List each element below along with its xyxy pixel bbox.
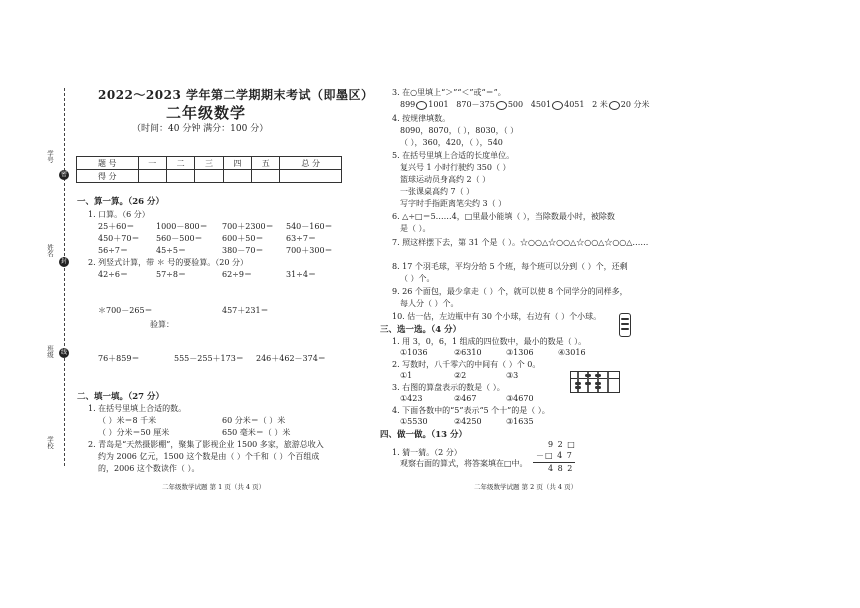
score-table (76, 156, 342, 183)
score-header-4: 四 (223, 157, 251, 170)
choice-option: ①5530 (400, 417, 428, 426)
choice-option: ③1306 (506, 348, 534, 357)
binding-line (64, 88, 65, 466)
q5-item: 篮球运动员身高约 2（ ） (400, 175, 491, 184)
choice-q4: 4. 下面各数中的“5”表示“5 个十”的是（ ）。 (392, 406, 550, 415)
q4-line1: 8090，8070，（ ），8030，（ ） (400, 126, 519, 135)
compare-left: 4501 (530, 100, 552, 109)
compare-circle[interactable] (496, 101, 507, 110)
seal-mark-3: 线 (60, 349, 67, 356)
q8-line2: （ ）个。 (400, 274, 435, 283)
fill-item: （ ）米＝8 千米 (98, 416, 157, 425)
q9-line2: 每人分（ ）个。 (400, 299, 459, 308)
compare-left: 2 米 (592, 100, 608, 109)
puzzle-line-2: －□ 4 7 (536, 451, 573, 460)
section-2-title: 二、填一填。（27 分） (77, 392, 165, 402)
page-2-footer: 二年级数学试题 第 2 页（共 4 页） (474, 483, 578, 491)
compare-right: 4051 (564, 100, 585, 109)
fill-item: （ ）分米＝50 厘米 (98, 428, 170, 437)
choice-option: ③1635 (506, 417, 534, 426)
compare-circle[interactable] (609, 101, 620, 110)
compare-circle[interactable] (416, 101, 427, 110)
seal-mark-1: 密 (60, 171, 67, 178)
puzzle-line-3: 4 8 2 (548, 464, 574, 473)
choice-option: ②467 (454, 394, 477, 403)
score-cell[interactable] (195, 170, 223, 183)
oral-item: 1000－800＝ (156, 222, 208, 231)
choice-q1: 1. 用 3，0，6，1 组成的四位数中，最小的数是（ ）。 (392, 337, 587, 346)
choice-option: ②2 (454, 371, 467, 380)
q3-compare-row (400, 100, 649, 110)
q4-title: 4. 按规律填数。 (392, 114, 451, 123)
score-header-3: 三 (195, 157, 223, 170)
vertical-calc-item: 62÷9＝ (222, 270, 252, 279)
oral-item: 56÷7＝ (98, 246, 128, 255)
oral-item: 63÷7＝ (286, 234, 316, 243)
oral-item: 45÷5＝ (156, 246, 186, 255)
seal-mark-2: 封 (60, 258, 67, 265)
oral-item: 700＋300＝ (286, 246, 333, 255)
q6-line1: 6. △÷□＝5……4，□里最小能填（ ），当除数最小时，被除数 (392, 212, 615, 221)
q5-title: 5. 在括号里填上合适的长度单位。 (392, 151, 515, 160)
score-row-label: 得 分 (77, 170, 139, 183)
choice-q3: 3. 右图的算盘表示的数是（ ）。 (392, 383, 505, 392)
q1-title: 1. 口算。（6 分） (88, 210, 150, 219)
margin-label-student-id: 学号 (46, 150, 54, 163)
vertical-calc-item: 31÷4＝ (286, 270, 316, 279)
choice-option: ①1036 (400, 348, 428, 357)
section-4-title: 四、做一做。（13 分） (380, 430, 468, 440)
fill-q2-line2: 约为 2006 亿元，1500 这个数是由（ ）个千和（ ）个百组成 (98, 452, 320, 461)
choice-option: ②6310 (454, 348, 482, 357)
score-cell[interactable] (223, 170, 251, 183)
q7: 7. 照这样摆下去，第 31 个是（ ）。☆○○△☆○○△☆○○△☆○○△…… (392, 238, 649, 247)
vertical-calc-item: 457＋231＝ (222, 306, 269, 315)
choice-option: ③3 (506, 371, 519, 380)
oral-item: 25＋60＝ (98, 222, 135, 231)
q10: 10. 估一估，左边瓶中有 30 个小球，右边有（ ）个小球。 (392, 312, 602, 321)
compare-right: 20 分米 (620, 100, 650, 109)
exam-info: （时间：40 分钟 满分：100 分） (132, 124, 269, 134)
fill-q2-line3: 的，2006 这个数读作（ ）。 (98, 464, 200, 473)
choice-q2: 2. 写数时，八千零六的中间有（ ）个 0。 (392, 360, 541, 369)
score-header-2: 二 (166, 157, 194, 170)
score-cell[interactable] (252, 170, 280, 183)
compare-circle[interactable] (552, 101, 563, 110)
oral-item: 380－70＝ (222, 246, 264, 255)
bottle-icon (619, 313, 631, 337)
choice-option: ③4670 (506, 394, 534, 403)
q6-line2: 是（ ）。 (400, 224, 431, 233)
vertical-calc-item: 57÷8＝ (156, 270, 186, 279)
q9-line1: 9. 26 个面包，最少拿走（ ）个，就可以使 8 个同学分的同样多， (392, 287, 628, 296)
choice-option: ④3016 (558, 348, 586, 357)
vertical-calc-item: ＊700－265＝ (98, 306, 153, 315)
compare-left: 899 (400, 100, 416, 109)
vertical-calc-item: 76＋859＝ (98, 354, 140, 363)
puzzle-rule (533, 462, 575, 463)
score-cell[interactable] (280, 170, 342, 183)
compare-left: 870－375 (456, 100, 495, 109)
q3-title: 3. 在○里填上“＞”“＜”或“＝”。 (392, 88, 506, 97)
score-cell[interactable] (166, 170, 194, 183)
exam-subject: 二年级数学 (166, 104, 247, 122)
exam-title: 2022～2023 学年第二学期期末考试（即墨区） (98, 88, 374, 102)
choice-option: ①1 (400, 371, 413, 380)
section-3-title: 三、选一选。（4 分） (380, 325, 462, 335)
check-label: 验算： (150, 320, 174, 329)
fill-q2-line1: 2. 青岛是“天然摄影棚”，聚集了影视企业 1500 多家，旅游总收入 (88, 440, 324, 449)
margin-label-class: 班级 (46, 345, 54, 358)
puzzle-line-1: 9 2 □ (548, 440, 576, 449)
oral-item: 600＋50＝ (222, 234, 264, 243)
q2-title: 2. 列竖式计算，带 ＊ 号的要验算。（20 分） (88, 258, 248, 267)
margin-label-name: 姓名 (46, 244, 54, 257)
vertical-calc-item: 555－255＋173＝ (174, 354, 244, 363)
do-q1-desc: 观察右面的算式，将答案填在□中。 (400, 459, 528, 468)
section-1-title: 一、算一算。（26 分） (77, 197, 165, 207)
q5-item: 一张课桌高约 7（ ） (400, 187, 475, 196)
q5-item: 写字时手指距离笔尖约 3（ ） (400, 199, 507, 208)
q5-item: 复兴号 1 小时行驶约 350（ ） (400, 163, 511, 172)
oral-item: 700＋2300＝ (222, 222, 274, 231)
fill-q1-title: 1. 在括号里填上合适的数。 (88, 404, 187, 413)
score-header-label: 题 号 (77, 157, 139, 170)
q8-line1: 8. 17 个羽毛球，平均分给 5 个班，每个班可以分到（ ）个，还剩 (392, 262, 628, 271)
oral-item: 560－500＝ (156, 234, 203, 243)
vertical-calc-item: 246＋462－374＝ (256, 354, 326, 363)
page-1-footer: 二年级数学试题 第 1 页（共 4 页） (162, 483, 266, 491)
vertical-calc-item: 42÷6＝ (98, 270, 128, 279)
compare-right: 1001 (428, 100, 449, 109)
do-q1-title: 1. 猜一猜。（2 分） (392, 448, 462, 457)
oral-item: 450＋70＝ (98, 234, 140, 243)
oral-item: 540－160＝ (286, 222, 333, 231)
q4-line2: （ ），360，420，（ ），540 (400, 138, 503, 147)
margin-label-school: 学校 (46, 436, 54, 449)
compare-right: 500 (507, 100, 524, 109)
choice-option: ②4250 (454, 417, 482, 426)
choice-option: ①423 (400, 394, 423, 403)
score-header-total: 总 分 (280, 157, 342, 170)
score-header-1: 一 (138, 157, 166, 170)
fill-item: 60 分米＝（ ）米 (222, 416, 286, 425)
score-header-5: 五 (252, 157, 280, 170)
score-cell[interactable] (138, 170, 166, 183)
abacus-icon (570, 371, 620, 393)
fill-item: 650 毫米＝（ ）米 (222, 428, 291, 437)
